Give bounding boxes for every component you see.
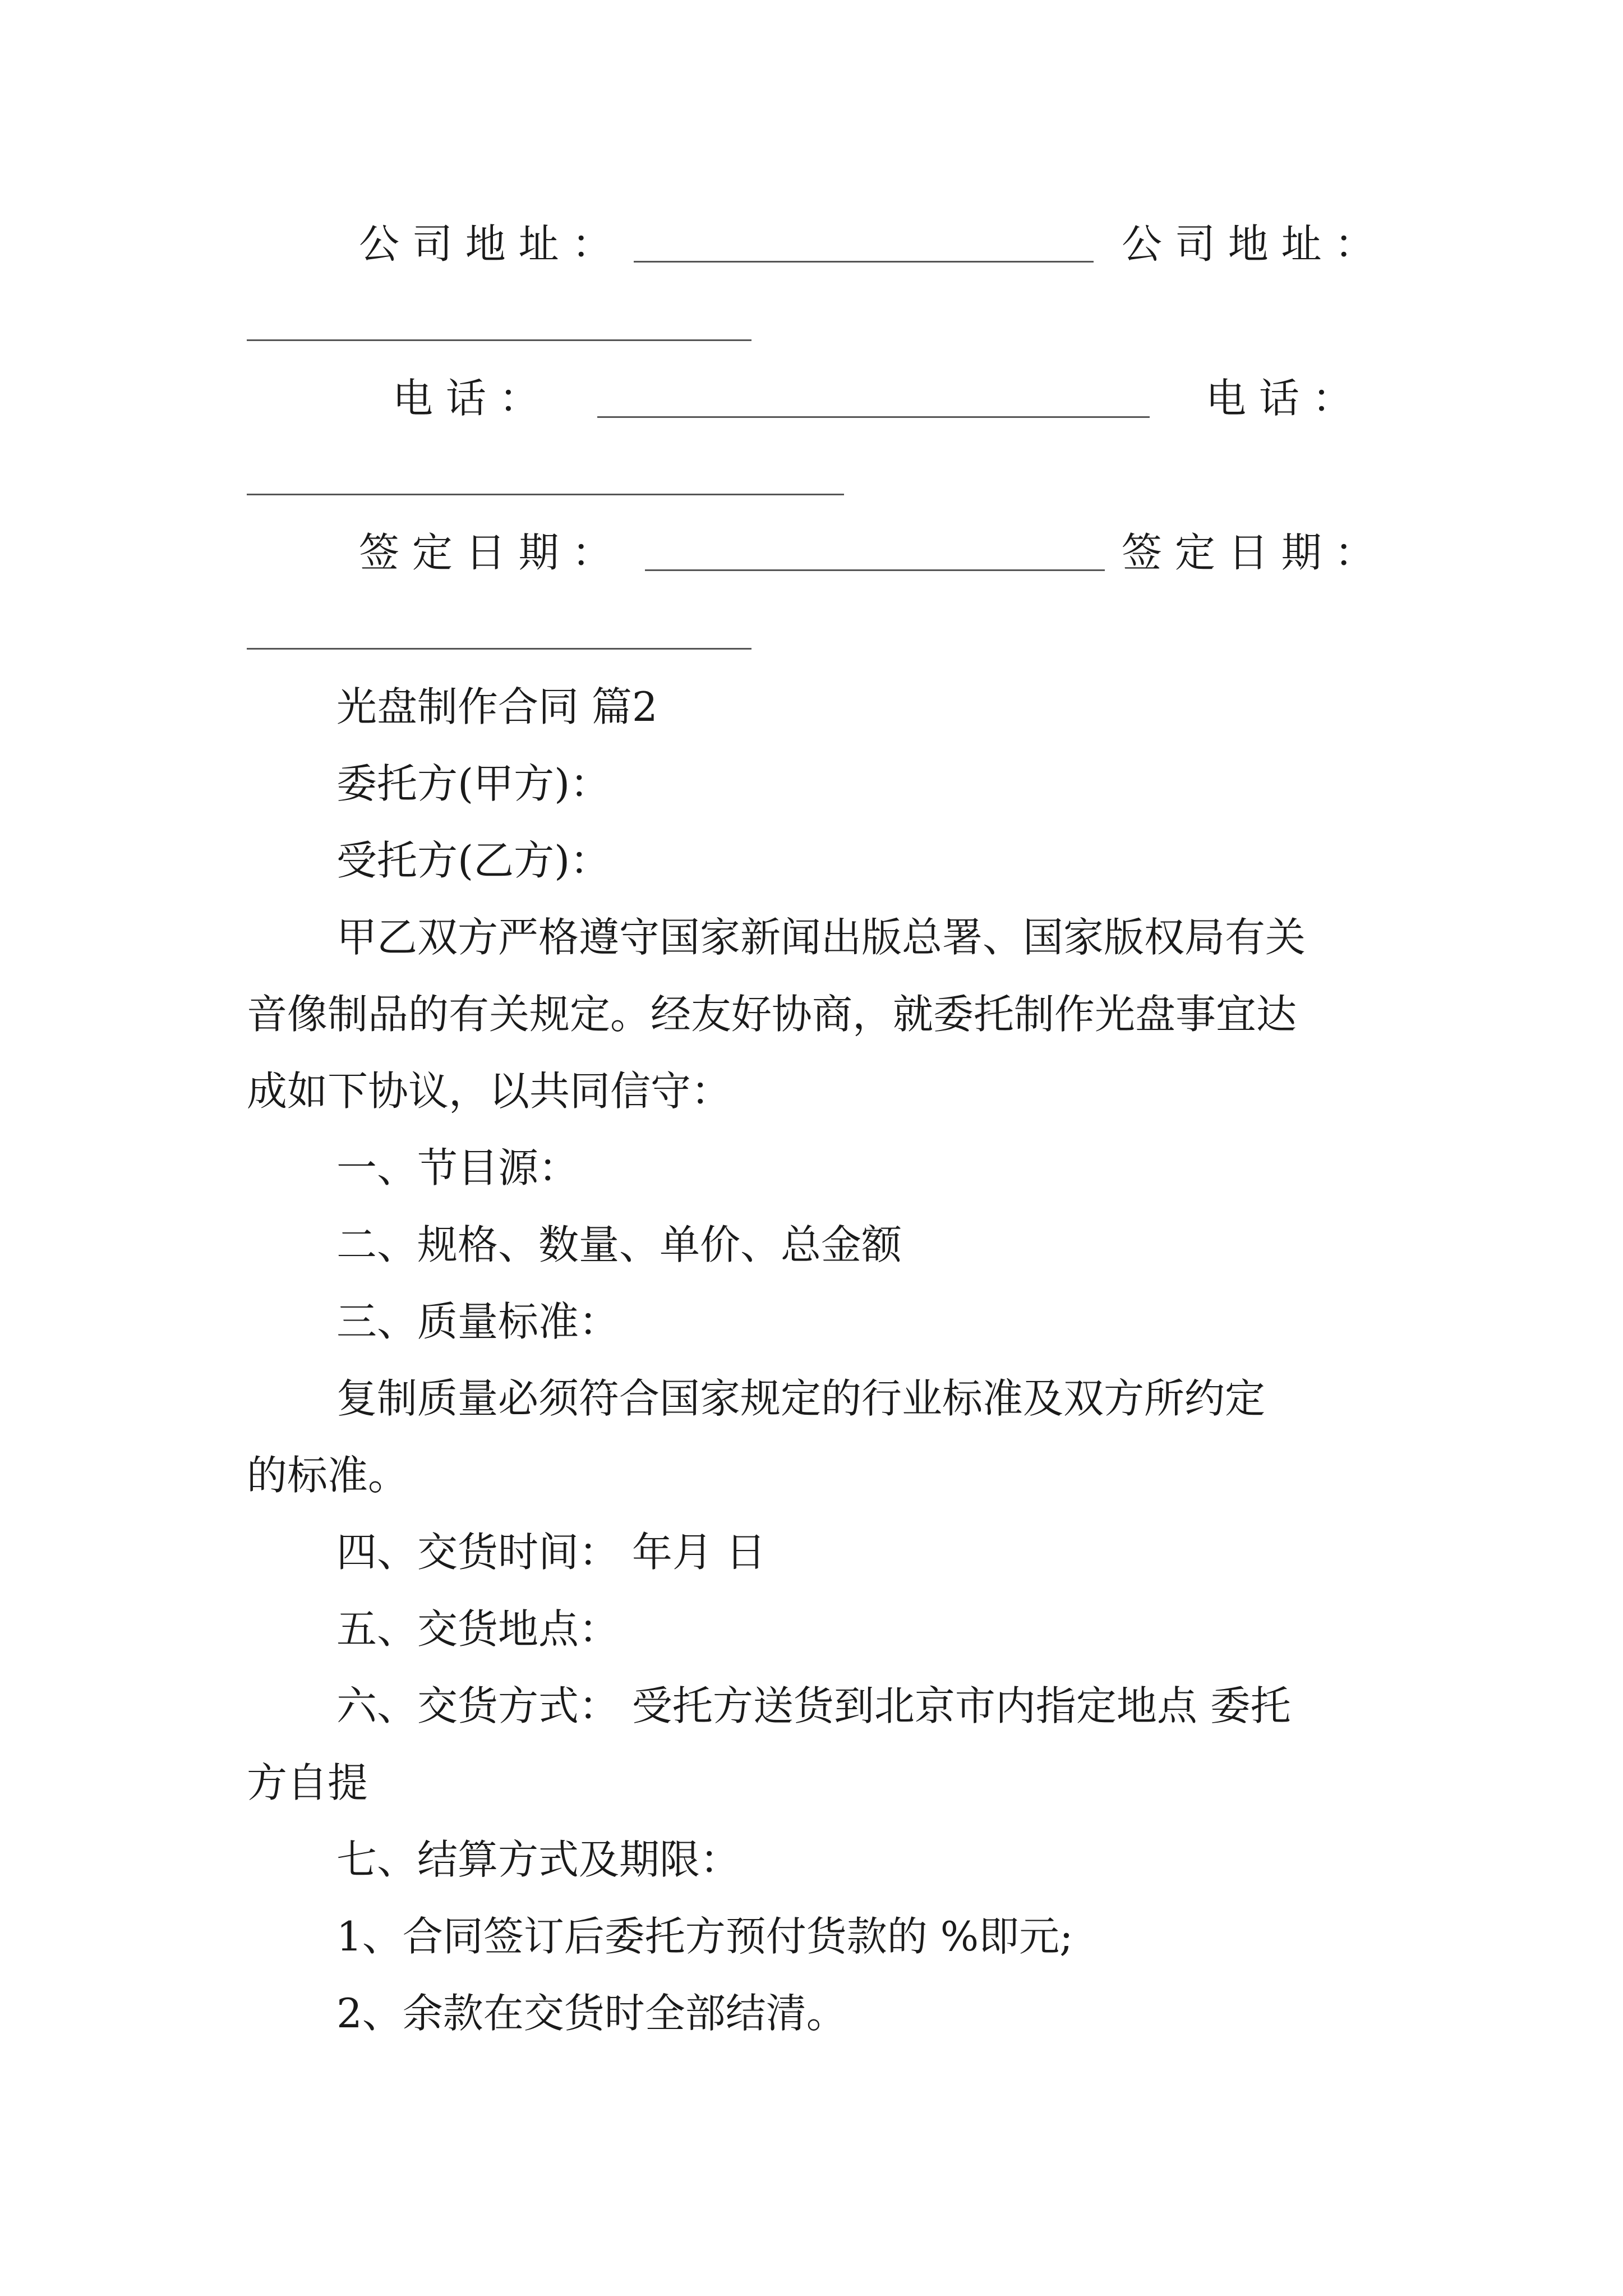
address-label-party-b: 公 司 地 址 ： [1122, 220, 1375, 268]
phone-label-party-b: 电 话 ： [1206, 375, 1353, 422]
date-blank-party-a [645, 569, 1105, 571]
quality-line-2: 的标准。 [247, 1452, 409, 1499]
address-label-party-a: 公 司 地 址 ： [359, 220, 612, 268]
phone-blank-party-b [247, 494, 844, 495]
clause-4: 四、交货时间： 年月 日 [336, 1529, 766, 1576]
date-blank-party-b [247, 648, 751, 650]
date-label-party-b: 签 定 日 期 ： [1122, 529, 1375, 576]
address-blank-party-a [634, 261, 1094, 263]
payment-term-2: 2、余款在交货时全部结清。 [336, 1990, 847, 2037]
clause-2: 二、规格、数量、单价、总金额 [336, 1221, 902, 1268]
preamble-line-2: 音像制品的有关规定。经友好协商，就委托制作光盘事宜达 [247, 991, 1297, 1038]
phone-blank-party-a [597, 416, 1150, 418]
clause-6-line-1: 六、交货方式： 受托方送货到北京市内指定地点 委托 [336, 1682, 1291, 1729]
clause-1: 一、节目源： [336, 1144, 579, 1191]
contractor-party-line: 受托方(乙方)： [336, 837, 611, 884]
clause-7: 七、结算方式及期限： [336, 1836, 741, 1883]
date-label-party-a: 签 定 日 期 ： [359, 529, 612, 576]
quality-line-1: 复制质量必须符合国家规定的行业标准及双方所约定 [336, 1375, 1266, 1422]
clause-3: 三、质量标准： [336, 1298, 620, 1345]
payment-term-1: 1、合同签订后委托方预付货款的 %即元; [336, 1913, 1073, 1960]
phone-label-party-a: 电 话 ： [393, 375, 540, 422]
clause-5: 五、交货地点： [336, 1605, 620, 1653]
client-party-line: 委托方(甲方)： [336, 760, 611, 807]
preamble-line-3: 成如下协议，以共同信守： [247, 1068, 732, 1115]
clause-6-line-2: 方自提 [247, 1759, 368, 1806]
preamble-line-1: 甲乙双方严格遵守国家新闻出版总署、国家版权局有关 [336, 914, 1306, 961]
address-blank-party-b [247, 339, 751, 341]
contract-title: 光盘制作合同 篇2 [336, 683, 658, 730]
